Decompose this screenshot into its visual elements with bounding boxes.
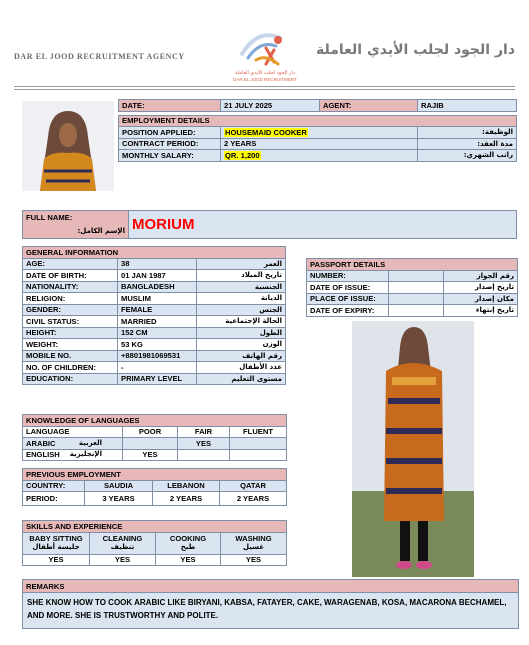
passport-label-ar: تاريخ إصدار — [444, 282, 518, 294]
skill-cooking — [156, 532, 221, 554]
general-info-label: HEIGHT: — [23, 327, 118, 339]
skill-value: YES — [156, 554, 221, 566]
general-info-label: CIVIL STATUS: — [23, 316, 118, 328]
period-2: 2 YEARS — [153, 492, 220, 506]
general-info-value: - — [118, 362, 197, 374]
remarks-table — [22, 579, 519, 629]
full-name-label: FULL NAME: — [26, 213, 73, 222]
skill-label-ar: غسيل — [243, 543, 265, 551]
languages-title: KNOWLEDGE OF LANGUAGES — [23, 415, 287, 427]
agent-value: RAJIB — [418, 100, 517, 112]
skill-value: YES — [221, 554, 287, 566]
general-info-label-ar: تاريخ الميلاد — [197, 270, 286, 282]
country-1: SAUDIA — [85, 480, 153, 492]
english-label-ar: الإنجليزية — [69, 450, 102, 459]
passport-label-ar: مكان إصدار — [444, 293, 518, 305]
position-value-cell — [221, 127, 418, 139]
passport-label: DATE OF EXPIRY: — [307, 305, 389, 317]
passport-value — [389, 270, 444, 282]
general-info-label-ar: الطول — [197, 327, 286, 339]
general-info-label-ar: رقم الهاتف — [197, 350, 286, 362]
passport-label-ar: رقم الجواز — [444, 270, 518, 282]
general-info-value: 53 KG — [118, 339, 197, 351]
skill-label-ar: جليسة أطفال — [32, 543, 80, 551]
full-name-label-ar: الإسم الكامل: — [77, 227, 125, 235]
position-label-ar: الوظيفة: — [418, 127, 517, 139]
applicant-portrait-photo — [22, 101, 114, 191]
previous-employment-title: PREVIOUS EMPLOYMENT — [23, 469, 287, 481]
agency-name-en: DAR EL JOOD RECRUITMENT AGENCY — [14, 52, 185, 61]
skill-washing — [221, 532, 287, 554]
general-info-label-ar: الوزن — [197, 339, 286, 351]
passport-value — [389, 293, 444, 305]
general-info-label-ar: الجنس — [197, 304, 286, 316]
country-2: LEBANON — [153, 480, 220, 492]
general-info-row — [23, 316, 286, 328]
previous-employment-table — [22, 468, 287, 506]
passport-row — [307, 293, 518, 305]
passport-details-title: PASSPORT DETAILS — [307, 259, 518, 271]
period-1: 3 YEARS — [85, 492, 153, 506]
general-info-row — [23, 362, 286, 374]
general-info-label: DATE OF BIRTH: — [23, 270, 118, 282]
employment-details-title: EMPLOYMENT DETAILS — [119, 115, 517, 127]
general-info-label: AGE: — [23, 258, 118, 270]
skill-label: COOKING — [169, 534, 207, 543]
general-info-row — [23, 293, 286, 305]
arabic-poor — [123, 438, 178, 450]
english-poor: YES — [123, 449, 178, 461]
general-info-label: NO. OF CHILDREN: — [23, 362, 118, 374]
general-info-label: MOBILE NO. — [23, 350, 118, 362]
general-info-label: WEIGHT: — [23, 339, 118, 351]
passport-label: NUMBER: — [307, 270, 389, 282]
agent-label: AGENT: — [320, 100, 418, 112]
arabic-label-ar: العربية — [78, 438, 102, 447]
general-info-value: 38 — [118, 258, 197, 270]
header-divider — [14, 86, 515, 87]
general-info-value: PRIMARY LEVEL — [118, 373, 197, 385]
general-info-value: 152 CM — [118, 327, 197, 339]
full-name-label-cell — [23, 211, 129, 239]
passport-label: DATE OF ISSUE: — [307, 282, 389, 294]
general-info-label-ar: الحالة الإجتماعية — [197, 316, 286, 328]
skill-label: CLEANING — [102, 534, 143, 543]
salary-label-ar: راتب الشهري: — [418, 150, 517, 162]
skill-label: WASHING — [235, 534, 272, 543]
skills-table — [22, 520, 287, 566]
passport-row — [307, 282, 518, 294]
passport-table — [306, 258, 518, 317]
date-label: DATE: — [119, 100, 221, 112]
general-info-label: EDUCATION: — [23, 373, 118, 385]
skill-value: YES — [90, 554, 156, 566]
country-label: COUNTRY: — [23, 480, 85, 492]
general-info-row — [23, 304, 286, 316]
country-3: QATAR — [220, 480, 287, 492]
skill-label-ar: طبخ — [180, 543, 196, 551]
period-label: PERIOD: — [23, 492, 85, 506]
general-info-label: RELIGION: — [23, 293, 118, 305]
passport-label: PLACE OF ISSUE: — [307, 293, 389, 305]
language-header: LANGUAGE — [23, 426, 123, 438]
skills-title: SKILLS AND EXPERIENCE — [23, 521, 287, 533]
general-info-label-ar: العمر — [197, 258, 286, 270]
english-fluent — [230, 449, 287, 461]
skill-value: YES — [23, 554, 90, 566]
general-info-row — [23, 373, 286, 385]
skill-baby-sitting — [23, 532, 90, 554]
passport-row — [307, 270, 518, 282]
general-info-value: BANGLADESH — [118, 281, 197, 293]
fair-header: FAIR — [178, 426, 230, 438]
english-fair — [178, 449, 230, 461]
general-information-table — [22, 246, 286, 385]
general-info-value: MARRIED — [118, 316, 197, 328]
logo-caption-en: DAR EL JOOD RECRUITMENT — [233, 77, 297, 82]
passport-value — [389, 282, 444, 294]
general-info-label: NATIONALITY: — [23, 281, 118, 293]
english-language-cell — [23, 449, 123, 461]
general-info-row — [23, 339, 286, 351]
general-info-row — [23, 270, 286, 282]
general-info-row — [23, 258, 286, 270]
contract-label: CONTRACT PERIOD: — [119, 138, 221, 150]
general-info-row — [23, 281, 286, 293]
full-name-value-cell — [129, 211, 517, 239]
applicant-full-body-photo — [352, 321, 474, 577]
arabic-fair: YES — [178, 438, 230, 450]
general-info-label-ar: الديانة — [197, 293, 286, 305]
full-name-value: MORIUM — [132, 216, 195, 233]
passport-row — [307, 305, 518, 317]
employment-table — [118, 99, 517, 162]
general-info-value: MUSLIM — [118, 293, 197, 305]
general-info-label-ar: مستوى التعليم — [197, 373, 286, 385]
arabic-label: ARABIC — [26, 438, 56, 448]
general-info-value: 01 JAN 1987 — [118, 270, 197, 282]
general-information-title: GENERAL INFORMATION — [23, 247, 286, 259]
position-value: HOUSEMAID COOKER — [225, 127, 307, 137]
agency-name-ar: دار الجود لجلب الأيدي العاملة — [315, 42, 515, 58]
skill-label: BABY SITTING — [29, 534, 83, 543]
skill-cleaning — [90, 532, 156, 554]
header-divider — [14, 89, 515, 90]
contract-label-ar: مدة العقد: — [418, 138, 517, 150]
general-info-value: FEMALE — [118, 304, 197, 316]
full-name-table — [22, 210, 517, 239]
passport-value — [389, 305, 444, 317]
remarks-text: SHE KNOW HOW TO COOK ARABIC LIKE BIRYANI, KABSA, FATAYER, CAKE, WARAGENAB, KOSA, MACARONA BECHAMEL, AND MORE. SHE IS TRUSTWORTHY AND POLITE. — [23, 593, 519, 629]
languages-table — [22, 414, 287, 461]
salary-label: MONTHLY SALARY: — [119, 150, 221, 162]
arabic-fluent — [230, 438, 287, 450]
date-value: 21 JULY 2025 — [221, 100, 320, 112]
english-label: ENGLISH — [26, 450, 60, 460]
salary-value: QR. 1,200 — [225, 150, 260, 160]
period-3: 2 YEARS — [220, 492, 287, 506]
logo-caption-ar: دار الجود لجلب الأيدي العاملة — [235, 70, 295, 76]
poor-header: POOR — [123, 426, 178, 438]
general-info-label-ar: عدد الأطفال — [197, 362, 286, 374]
fluent-header: FLUENT — [230, 426, 287, 438]
position-label: POSITION APPLIED: — [119, 127, 221, 139]
remarks-title: REMARKS — [23, 580, 519, 593]
general-info-value: +8801981069531 — [118, 350, 197, 362]
arabic-language-cell — [23, 438, 123, 450]
general-info-label-ar: الجنسية — [197, 281, 286, 293]
general-info-row — [23, 327, 286, 339]
skill-label-ar: تنظيف — [110, 543, 135, 551]
general-info-row — [23, 350, 286, 362]
general-info-label: GENDER: — [23, 304, 118, 316]
salary-value-cell — [221, 150, 418, 162]
contract-value: 2 YEARS — [221, 138, 418, 150]
passport-label-ar: تاريخ إنتهاء — [444, 305, 518, 317]
